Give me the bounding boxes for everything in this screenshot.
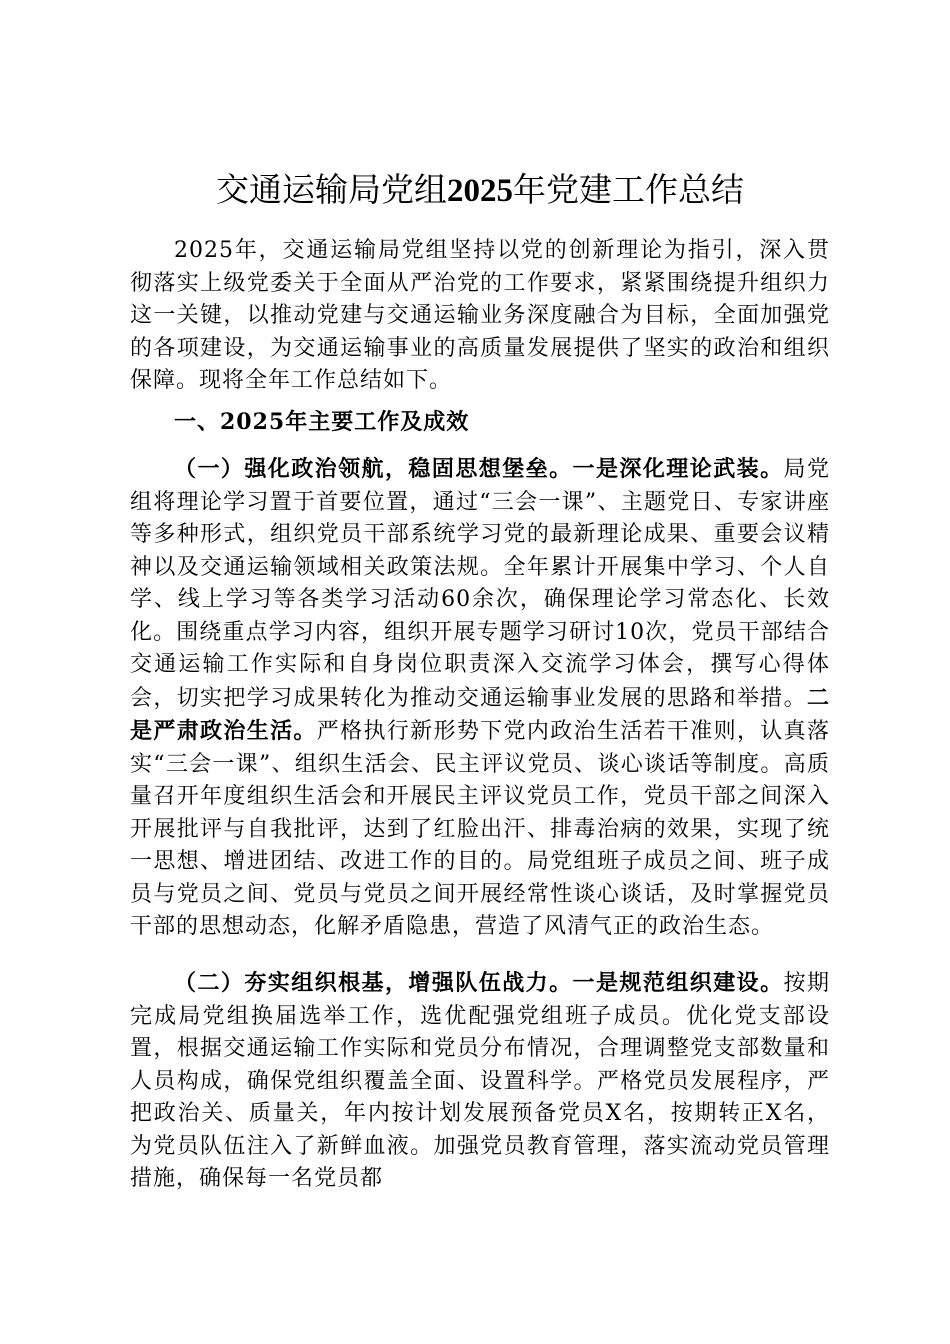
title-prefix: 交通运输局党组 bbox=[216, 170, 447, 209]
intro-paragraph: 2025年，交通运输局党组坚持以党的创新理论为指引，深入贯彻落实上级党委关于全面从严治党的工作要求，紧紧围绕提升组织力这一关键，以推动党建与交通运输业务深度融合为目标，全面加强党的各项建设，为交通运输事业的高质量发展提供了坚实的政治和组织保障。现将全年工作总结如下。 bbox=[130, 238, 830, 393]
paragraph-lead: （二）夯实组织根基，增强队伍战力。一是规范组织建设。 bbox=[174, 970, 784, 996]
paragraph-text: 局党组将理论学习置于首要位置，通过“三会一课”、主题党日、专家讲座等多种形式，组织党员干部系统学习党的最新理论成果、重要会议精神以及交通运输领域相关政策法规。全年累计开展集中学习、个人自学、线上学习等各类学习活动60余次，确保理论学习常态化、长效化。围绕重点学习内容，组织开展专题学习研讨10次，党员干部结合交通运输工作实际和自身岗位职责深入交流学习体会，撰写心得体会，切实把学习成果转化为推动交通运输事业发展的思路和举措。 bbox=[130, 457, 830, 711]
paragraph-organization-building bbox=[130, 967, 830, 1196]
paragraph-text: 严格执行新形势下党内政治生活若干准则，认真落实“三会一课”、组织生活会、民主评议党员、谈心谈话等制度。高质量召开年度组织生活会和开展民主评议党员工作，党员干部之间深入开展批评与自我批评，达到了红脸出汗、排毒治病的效果，实现了统一思想、增进团结、改进工作的目的。局党组班子成员之间、班子成员与党员之间、党员与党员之间开展经常性谈心谈话，及时掌握党员干部的思想动态，化解矛盾隐患，营造了风清气正的政治生态。 bbox=[130, 719, 830, 939]
document-title bbox=[130, 168, 830, 213]
title-year: 2025 bbox=[447, 173, 513, 209]
section-heading-1: 一、2025年主要工作及成效 bbox=[174, 409, 470, 435]
paragraph-lead: （一）强化政治领航，稳固思想堡垒。一是深化理论武装。 bbox=[174, 456, 784, 482]
paragraph-text: 按期完成局党组换届选举工作，选优配强党组班子成员。优化党支部设置，根据交通运输工作实际和党员分布情况，合理调整党支部数量和人员构成，确保党组织覆盖全面、设置科学。严格党员发展程序，严把政治关、质量关，年内按计划发展预备党员X名，按期转正X名，为党员队伍注入了新鲜血液。加强党员教育管理，落实流动党员管理措施，确保每一名党员都 bbox=[130, 971, 830, 1191]
title-suffix: 年党建工作总结 bbox=[513, 170, 744, 209]
paragraph-lead: 二是严肃政治生活。 bbox=[130, 684, 830, 744]
paragraph-political-leadership bbox=[130, 453, 830, 944]
